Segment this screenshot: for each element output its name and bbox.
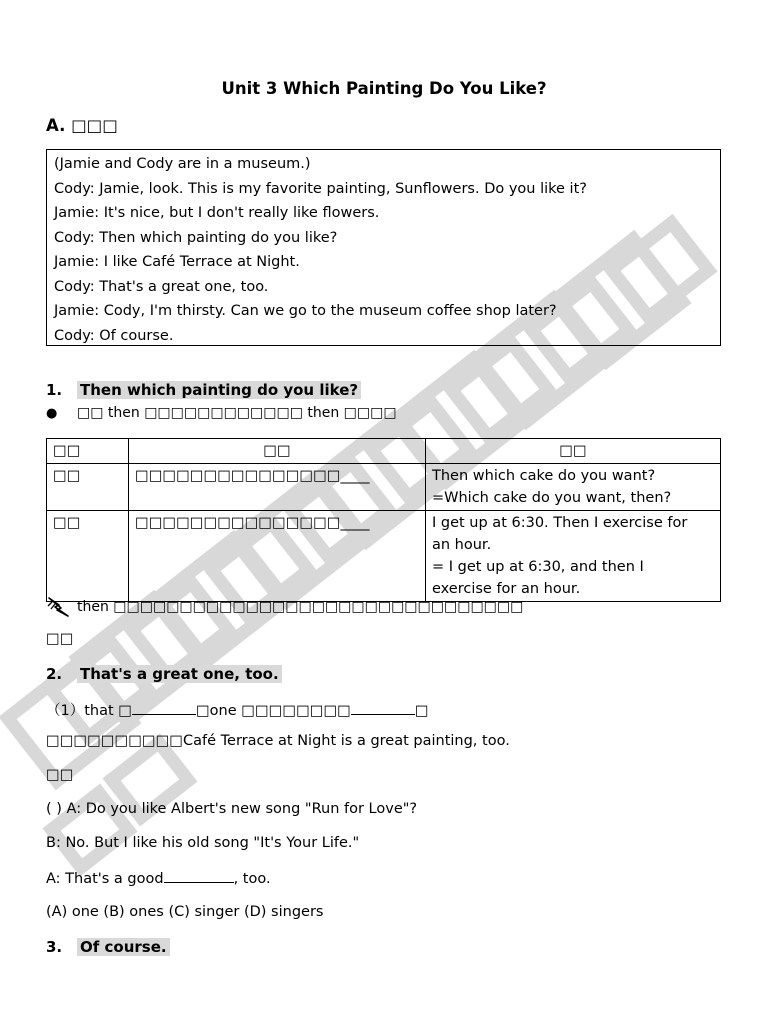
table-cell: [426, 464, 721, 511]
dialogue-box: [46, 149, 721, 346]
point-1-bullet: [46, 405, 397, 421]
dialogue-line: Cody: That's a great one, too.: [54, 278, 269, 295]
usage-note: [46, 596, 523, 618]
question-line: B: No. But I like his old song "It's Your Life.": [46, 835, 360, 851]
dialogue-line: Cody: Of course.: [54, 327, 174, 344]
dialogue-line: (Jamie and Cody are in a museum.): [54, 156, 311, 172]
line-a-prefix: A: That's a good: [46, 871, 164, 887]
table-header-cell: □□: [47, 439, 129, 464]
point-1-heading: [46, 381, 361, 399]
bullet-icon: ●: [46, 406, 58, 421]
dialogue-line: Jamie: It's nice, but I don't really like flowers.: [54, 205, 380, 221]
point-3-heading: [46, 938, 170, 956]
table-cell: [426, 511, 721, 602]
dialogue-line: Cody: Jamie, look. This is my favorite painting, Sunflowers. Do you like it?: [54, 180, 587, 197]
dialogue-line: Cody: Then which painting do you like?: [54, 229, 338, 246]
table-header-row: [47, 439, 721, 464]
point-2-sub2: □□□□□□□□□□Café Terrace at Night is a great painting, too.: [46, 733, 510, 749]
question-line: ( ) A: Do you like Albert's new song "Run for Love"?: [46, 801, 418, 817]
example-line: =Which cake do you want, then?: [432, 490, 672, 506]
answer-options: (A) one (B) ones (C) singer (D) singers: [46, 904, 324, 920]
example-line: I get up at 6:30. Then I exercise for: [432, 515, 688, 531]
question-line: [46, 869, 271, 887]
sub1-mid: □one □□□□□□□□: [195, 703, 351, 719]
table-row: [47, 511, 721, 602]
point-2-title: That's a great one, too.: [77, 665, 282, 683]
practice-label: □□: [46, 631, 74, 647]
example-line: = I get up at 6:30, and then I: [432, 559, 644, 575]
table-cell: □□□□□□□□□□□□□□□____: [129, 511, 426, 602]
note-text: then □□□□□□□□□□□□□□□□□□□□□□□□□□□□□□□: [77, 599, 524, 615]
dialogue-line: Jamie: Cody, I'm thirsty. Can we go to the museum coffee shop later?: [54, 303, 557, 319]
line-a-suffix: , too.: [233, 871, 271, 887]
watermark-block: [452, 343, 549, 437]
point-2-sub1: [46, 699, 429, 720]
table-cell: □□: [47, 511, 129, 602]
usage-table: [46, 438, 721, 602]
point-3-number: 3.: [46, 938, 63, 956]
point-1-title: Then which painting do you like?: [77, 381, 361, 399]
example-line: an hour.: [432, 537, 492, 553]
watermark-block: [52, 643, 149, 737]
point-2-heading: [46, 665, 282, 683]
table-header-cell: □□: [129, 439, 426, 464]
dialogue-line: Jamie: I like Café Terrace at Night.: [54, 254, 300, 270]
fill-blank[interactable]: [351, 701, 415, 715]
fill-blank[interactable]: [164, 869, 234, 883]
point-1-number: 1.: [46, 381, 63, 399]
bullet-text: □□ then □□□□□□□□□□□□ then □□□□: [77, 405, 397, 421]
table-cell: □□□□□□□□□□□□□□□____: [129, 464, 426, 511]
practice-label: □□: [46, 767, 74, 783]
section-a-heading: A. □□□: [46, 116, 118, 135]
table-cell: □□: [47, 464, 129, 511]
table-header-cell: □□: [426, 439, 721, 464]
example-line: Then which cake do you want?: [432, 468, 656, 484]
point-2-number: 2.: [46, 665, 63, 683]
sub1-end: □: [414, 703, 429, 719]
fill-blank[interactable]: [132, 701, 196, 715]
lightning-bolt-icon: [46, 596, 72, 618]
table-row: [47, 464, 721, 511]
example-line: exercise for an hour.: [432, 581, 581, 597]
sub1-prefix: （1）that □: [46, 703, 132, 719]
page-title: Unit 3 Which Painting Do You Like?: [221, 79, 547, 98]
point-3-title: Of course.: [77, 938, 170, 956]
